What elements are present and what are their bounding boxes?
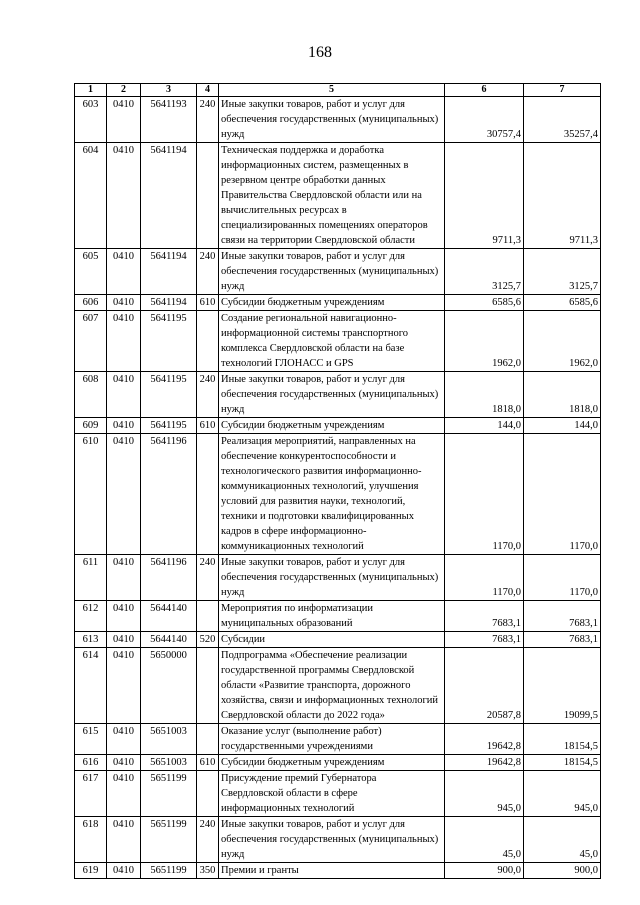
item-name: Мероприятия по информатизации муниципальных образований [219, 601, 445, 632]
amount-year-1: 6585,6 [445, 295, 524, 311]
item-name: Иные закупки товаров, работ и услуг для обеспечения государственных (муниципальных) нужд [219, 817, 445, 863]
section-code: 0410 [107, 372, 141, 418]
section-code: 0410 [107, 648, 141, 724]
table-row [75, 372, 601, 418]
amount-year-2: 144,0 [524, 418, 601, 434]
target-code: 5644140 [141, 632, 197, 648]
table-row [75, 555, 601, 601]
amount-year-2: 45,0 [524, 817, 601, 863]
item-name: Иные закупки товаров, работ и услуг для обеспечения государственных (муниципальных) нужд [219, 249, 445, 295]
item-name: Субсидии [219, 632, 445, 648]
expense-type: 350 [197, 863, 219, 879]
amount-year-1: 19642,8 [445, 755, 524, 771]
amount-year-1: 1170,0 [445, 434, 524, 555]
amount-year-2: 7683,1 [524, 632, 601, 648]
amount-year-1: 7683,1 [445, 632, 524, 648]
amount-year-1: 1818,0 [445, 372, 524, 418]
expense-type [197, 648, 219, 724]
target-code: 5641194 [141, 249, 197, 295]
header-col-7: 7 [524, 84, 601, 97]
target-code: 5641196 [141, 434, 197, 555]
section-code: 0410 [107, 771, 141, 817]
section-code: 0410 [107, 311, 141, 372]
amount-year-2: 900,0 [524, 863, 601, 879]
item-name: Субсидии бюджетным учреждениям [219, 295, 445, 311]
section-code: 0410 [107, 755, 141, 771]
item-name: Субсидии бюджетным учреждениям [219, 418, 445, 434]
item-name: Иные закупки товаров, работ и услуг для обеспечения государственных (муниципальных) нужд [219, 97, 445, 143]
amount-year-1: 945,0 [445, 771, 524, 817]
row-number: 610 [75, 434, 107, 555]
row-number: 615 [75, 724, 107, 755]
expense-type: 240 [197, 372, 219, 418]
amount-year-1: 1170,0 [445, 555, 524, 601]
item-name: Иные закупки товаров, работ и услуг для обеспечения государственных (муниципальных) нужд [219, 372, 445, 418]
amount-year-1: 3125,7 [445, 249, 524, 295]
expense-type [197, 724, 219, 755]
item-name: Оказание услуг (выполнение работ) государственными учреждениями [219, 724, 445, 755]
target-code: 5641195 [141, 372, 197, 418]
expense-type [197, 771, 219, 817]
table-row [75, 418, 601, 434]
section-code: 0410 [107, 249, 141, 295]
section-code: 0410 [107, 97, 141, 143]
header-col-2: 2 [107, 84, 141, 97]
budget-table [74, 83, 601, 879]
row-number: 607 [75, 311, 107, 372]
expense-type: 240 [197, 555, 219, 601]
amount-year-1: 9711,3 [445, 143, 524, 249]
expense-type [197, 601, 219, 632]
row-number: 609 [75, 418, 107, 434]
amount-year-2: 1818,0 [524, 372, 601, 418]
section-code: 0410 [107, 601, 141, 632]
row-number: 617 [75, 771, 107, 817]
section-code: 0410 [107, 295, 141, 311]
expense-type: 520 [197, 632, 219, 648]
table-row [75, 249, 601, 295]
target-code: 5641196 [141, 555, 197, 601]
amount-year-2: 3125,7 [524, 249, 601, 295]
target-code: 5641195 [141, 311, 197, 372]
table-row [75, 434, 601, 555]
amount-year-1: 144,0 [445, 418, 524, 434]
amount-year-2: 18154,5 [524, 755, 601, 771]
row-number: 614 [75, 648, 107, 724]
section-code: 0410 [107, 632, 141, 648]
amount-year-1: 1962,0 [445, 311, 524, 372]
expense-type: 240 [197, 249, 219, 295]
amount-year-2: 6585,6 [524, 295, 601, 311]
table-row [75, 863, 601, 879]
amount-year-2: 35257,4 [524, 97, 601, 143]
table-row [75, 632, 601, 648]
target-code: 5651003 [141, 724, 197, 755]
item-name: Создание региональной навигационно- информационной системы транспортного комплекса Свердловской области на базе технологий ГЛОНАСС и GPS [219, 311, 445, 372]
table-row [75, 755, 601, 771]
amount-year-1: 30757,4 [445, 97, 524, 143]
row-number: 605 [75, 249, 107, 295]
target-code: 5651199 [141, 817, 197, 863]
amount-year-1: 45,0 [445, 817, 524, 863]
header-col-4: 4 [197, 84, 219, 97]
table-header-row [75, 84, 601, 97]
amount-year-2: 18154,5 [524, 724, 601, 755]
amount-year-2: 945,0 [524, 771, 601, 817]
table-body [75, 97, 601, 879]
target-code: 5651003 [141, 755, 197, 771]
header-col-3: 3 [141, 84, 197, 97]
item-name: Субсидии бюджетным учреждениям [219, 755, 445, 771]
row-number: 616 [75, 755, 107, 771]
amount-year-2: 1170,0 [524, 434, 601, 555]
page-number: 168 [308, 44, 332, 61]
expense-type: 240 [197, 817, 219, 863]
expense-type [197, 434, 219, 555]
section-code: 0410 [107, 863, 141, 879]
item-name: Премии и гранты [219, 863, 445, 879]
target-code: 5644140 [141, 601, 197, 632]
amount-year-2: 1962,0 [524, 311, 601, 372]
amount-year-2: 7683,1 [524, 601, 601, 632]
item-name: Техническая поддержка и доработка информационных систем, размещенных в резервном центре обработки данных Правительства Свердловской области или на вычислительных ресурсах в специализированных помещениях операторов связи на территории Свердловской области [219, 143, 445, 249]
table-row [75, 295, 601, 311]
expense-type: 610 [197, 295, 219, 311]
table-row [75, 648, 601, 724]
expense-type: 240 [197, 97, 219, 143]
section-code: 0410 [107, 143, 141, 249]
row-number: 612 [75, 601, 107, 632]
item-name: Подпрограмма «Обеспечение реализации государственной программы Свердловской области «Развитие транспорта, дорожного хозяйства, связи и информационных технологий Свердловской области до 2022 года» [219, 648, 445, 724]
section-code: 0410 [107, 418, 141, 434]
row-number: 604 [75, 143, 107, 249]
expense-type: 610 [197, 418, 219, 434]
header-col-5: 5 [219, 84, 445, 97]
target-code: 5641194 [141, 143, 197, 249]
section-code: 0410 [107, 434, 141, 555]
section-code: 0410 [107, 724, 141, 755]
row-number: 618 [75, 817, 107, 863]
table-row [75, 97, 601, 143]
item-name: Присуждение премий Губернатора Свердловской области в сфере информационных технологий [219, 771, 445, 817]
item-name: Реализация мероприятий, направленных на обеспечение конкурентоспособности и технологического развития информационно- коммуникационных технологий, улучшения условий для развития науки, технологий, техники и подготовки квалифицированных кадров в сфере информационно- коммуникационных технологий [219, 434, 445, 555]
table-row [75, 601, 601, 632]
expense-type [197, 311, 219, 372]
row-number: 603 [75, 97, 107, 143]
section-code: 0410 [107, 555, 141, 601]
target-code: 5641194 [141, 295, 197, 311]
item-name: Иные закупки товаров, работ и услуг для обеспечения государственных (муниципальных) нужд [219, 555, 445, 601]
amount-year-2: 19099,5 [524, 648, 601, 724]
amount-year-1: 19642,8 [445, 724, 524, 755]
section-code: 0410 [107, 817, 141, 863]
amount-year-1: 20587,8 [445, 648, 524, 724]
amount-year-1: 7683,1 [445, 601, 524, 632]
row-number: 613 [75, 632, 107, 648]
row-number: 606 [75, 295, 107, 311]
target-code: 5641195 [141, 418, 197, 434]
target-code: 5651199 [141, 771, 197, 817]
table-row [75, 817, 601, 863]
expense-type [197, 143, 219, 249]
table-row [75, 724, 601, 755]
target-code: 5651199 [141, 863, 197, 879]
amount-year-2: 9711,3 [524, 143, 601, 249]
target-code: 5650000 [141, 648, 197, 724]
header-col-6: 6 [445, 84, 524, 97]
amount-year-1: 900,0 [445, 863, 524, 879]
row-number: 608 [75, 372, 107, 418]
table-row [75, 311, 601, 372]
table-row [75, 143, 601, 249]
table-row [75, 771, 601, 817]
amount-year-2: 1170,0 [524, 555, 601, 601]
header-col-1: 1 [75, 84, 107, 97]
row-number: 619 [75, 863, 107, 879]
expense-type: 610 [197, 755, 219, 771]
row-number: 611 [75, 555, 107, 601]
target-code: 5641193 [141, 97, 197, 143]
